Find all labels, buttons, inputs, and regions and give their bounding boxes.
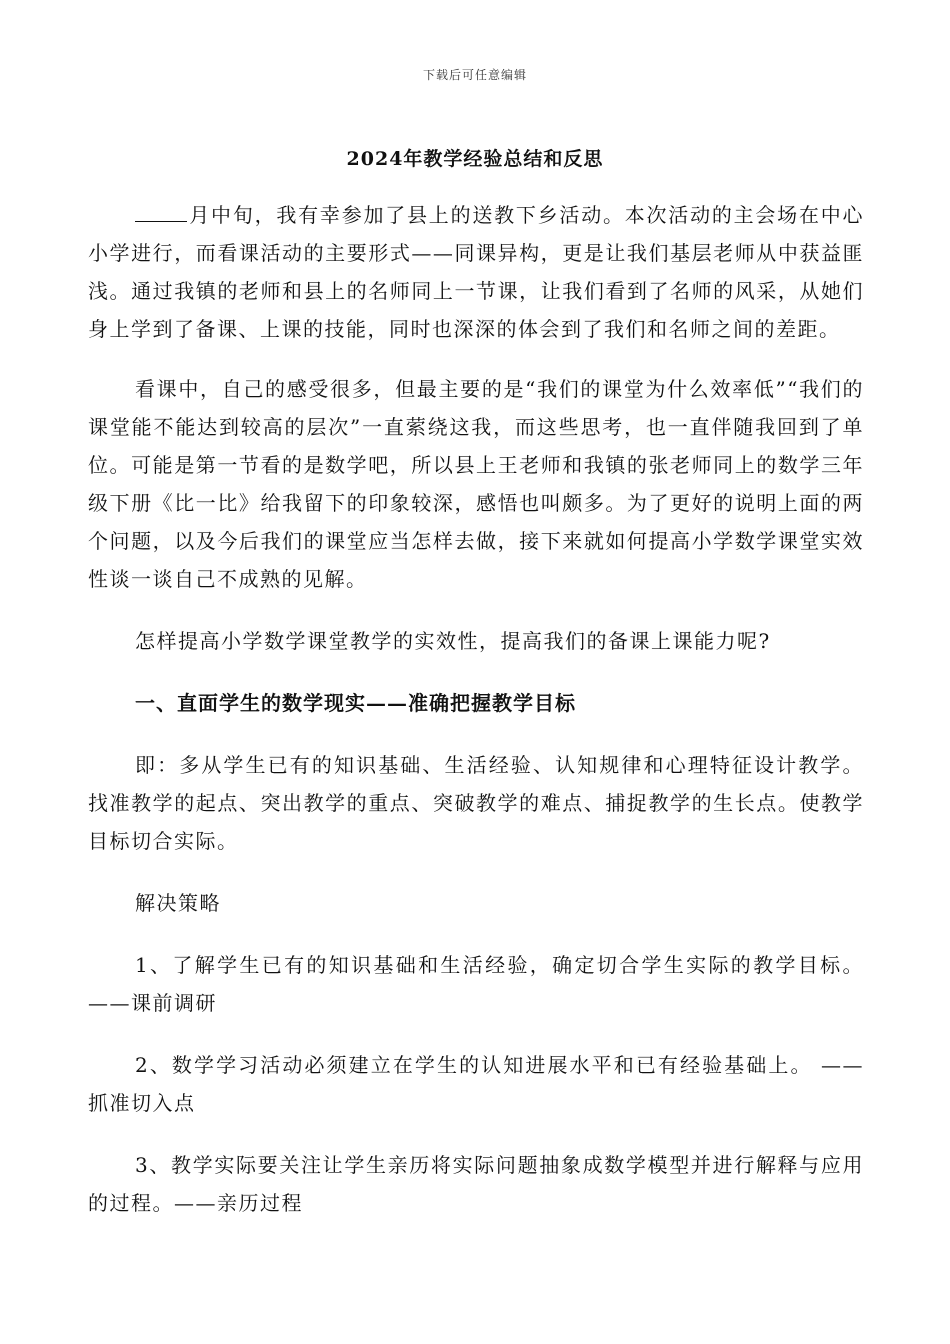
paragraph-reflection: 看课中，自己的感受很多，但最主要的是“我们的课堂为什么效率低”“我们的课堂能不能达到较高的层次”一直萦绕这我，而这些思考，也一直伴随我回到了单位。可能是第一节看的是数学吧，所以县上王老师和我镇的张老师同上的数学三年级下册《比一比》给我留下的印象较深，感悟也叫颇多。为了更好的说明上面的两个问题，以及今后我们的课堂应当怎样去做，接下来就如何提高小学数学课堂实效性谈一谈自己不成熟的见解。 (88, 377, 864, 591)
paragraph-intro (88, 196, 864, 348)
section-heading-1: 一、直面学生的数学现实——准确把握教学目标 (135, 691, 576, 715)
strategy-item-1: 1、了解学生已有的知识基础和生活经验，确定切合学生实际的教学目标。——课前调研 (88, 953, 864, 1015)
document-body (88, 196, 864, 1246)
strategy-label: 解决策略 (135, 891, 221, 915)
header-note: 下载后可任意编辑 (422, 68, 527, 82)
section-1-intro: 即：多从学生已有的知识基础、生活经验、认知规律和心理特征设计教学。找准教学的起点、突出教学的重点、突破教学的难点、捕捉教学的生长点。使教学目标切合实际。 (88, 753, 864, 853)
document-title: 2024年教学经验总结和反思 (346, 148, 604, 170)
strategy-item-3: 3、教学实际要关注让学生亲历将实际问题抽象成数学模型并进行解释与应用的过程。——亲历过程 (88, 1153, 864, 1215)
paragraph-intro-text: 月中旬，我有幸参加了县上的送教下乡活动。本次活动的主会场在中心小学进行，而看课活动的主要形式——同课异构，更是让我们基层老师从中获益匪浅。通过我镇的老师和县上的名师同上一节课，让我们看到了名师的风采，从她们身上学到了备课、上课的技能，同时也深深的体会到了我们和名师之间的差距。 (88, 203, 864, 341)
strategy-item-2: 2、数学学习活动必须建立在学生的认知进展水平和已有经验基础上。 ——抓准切入点 (88, 1053, 864, 1115)
fill-in-blank (135, 205, 187, 222)
paragraph-question: 怎样提高小学数学课堂教学的实效性，提高我们的备课上课能力呢? (135, 629, 771, 653)
